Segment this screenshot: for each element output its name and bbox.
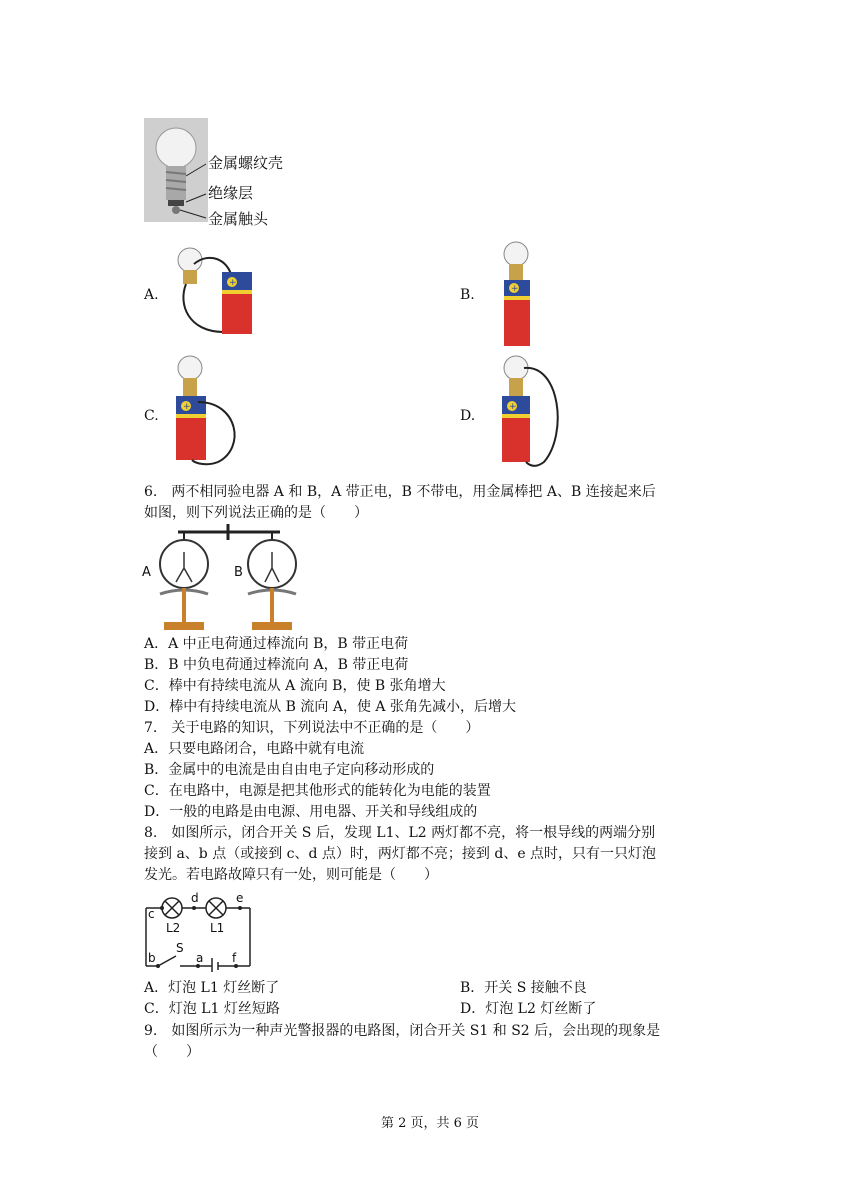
q7-option-b: B．金属中的电流是由自由电子定向移动形成的 [144, 762, 435, 778]
q8-option-c: C．灯泡 L1 灯丝短路 [144, 1001, 280, 1017]
q9-stem-line1: 9. 如图所示为一种声光警报器的电路图，闭合开关 S1 和 S2 后，会出现的现象是 [144, 1023, 661, 1039]
q5-option-d-label: D. [460, 408, 476, 424]
svg-text:L2: L2 [166, 921, 181, 935]
q5-option-b-figure [490, 240, 550, 350]
page-footer: 第 2 页，共 6 页 [380, 1116, 480, 1131]
bulb-label-shell: 金属螺纹壳 [208, 154, 284, 172]
bulb-structure-figure [144, 118, 314, 230]
q6-option-b: B．B 中负电荷通过棒流向 A，B 带正电荷 [144, 657, 409, 673]
q8-circuit-diagram [140, 886, 260, 972]
svg-text:e: e [236, 891, 244, 905]
svg-text:+: + [229, 278, 237, 288]
q6-stem-line1: 6. 两不相同验电器 A 和 B，A 带正电，B 不带电，用金属棒把 A、B 连接起来后 [144, 484, 656, 500]
q5-option-a-figure [168, 244, 268, 344]
q6-option-a: A．A 中正电荷通过棒流向 B，B 带正电荷 [144, 636, 409, 652]
svg-text:d: d [191, 891, 199, 905]
q7-option-a: A．只要电路闭合，电路中就有电流 [144, 741, 365, 757]
q7-option-c: C．在电路中，电源是把其他形式的能转化为电能的装置 [144, 783, 491, 799]
q5-option-d-figure [490, 354, 570, 469]
q7-option-d: D．一般的电路是由电源、用电器、开关和导线组成的 [144, 804, 478, 820]
q7-stem: 7. 关于电路的知识，下列说法中不正确的是（ ） [144, 720, 480, 736]
electroscope-figure [140, 524, 310, 634]
svg-text:b: b [148, 951, 156, 965]
q6-stem-line2: 如图，则下列说法正确的是（ ） [144, 505, 368, 521]
bulb-label-insulation: 绝缘层 [208, 184, 254, 202]
q8-option-d: D．灯泡 L2 灯丝断了 [460, 1001, 597, 1017]
svg-text:L1: L1 [210, 921, 225, 935]
svg-text:+: + [183, 402, 191, 412]
electroscope-label-b: B [234, 565, 243, 580]
svg-text:a: a [196, 951, 204, 965]
q8-option-b: B．开关 S 接触不良 [460, 980, 587, 996]
q5-option-b-label: B. [460, 287, 475, 303]
svg-text:+: + [511, 284, 519, 294]
q8-option-a: A．灯泡 L1 灯丝断了 [144, 980, 280, 996]
q5-option-a-label: A. [144, 287, 159, 303]
q8-stem-line1: 8. 如图所示，闭合开关 S 后，发现 L1、L2 两灯都不亮，将一根导线的两端分别 [144, 825, 656, 841]
q6-option-c: C．棒中有持续电流从 A 流向 B，使 B 张角增大 [144, 678, 446, 694]
q6-option-d: D．棒中有持续电流从 B 流向 A，使 A 张角先减小，后增大 [144, 699, 516, 715]
q8-stem-line3: 发光。若电路故障只有一处，则可能是（ ） [144, 867, 438, 883]
bulb-label-contact: 金属触头 [208, 210, 269, 228]
q5-option-c-label: C. [144, 408, 159, 424]
q9-stem-line2: （ ） [144, 1044, 200, 1060]
svg-text:+: + [509, 402, 517, 412]
q5-option-c-figure [168, 352, 258, 467]
svg-text:c: c [148, 907, 155, 921]
electroscope-label-a: A [142, 565, 151, 580]
svg-text:S: S [176, 941, 184, 955]
svg-text:f: f [232, 951, 237, 965]
q8-stem-line2: 接到 a、b 点（或接到 c、d 点）时，两灯都不亮；接到 d、e 点时，只有一只灯泡 [144, 846, 657, 862]
